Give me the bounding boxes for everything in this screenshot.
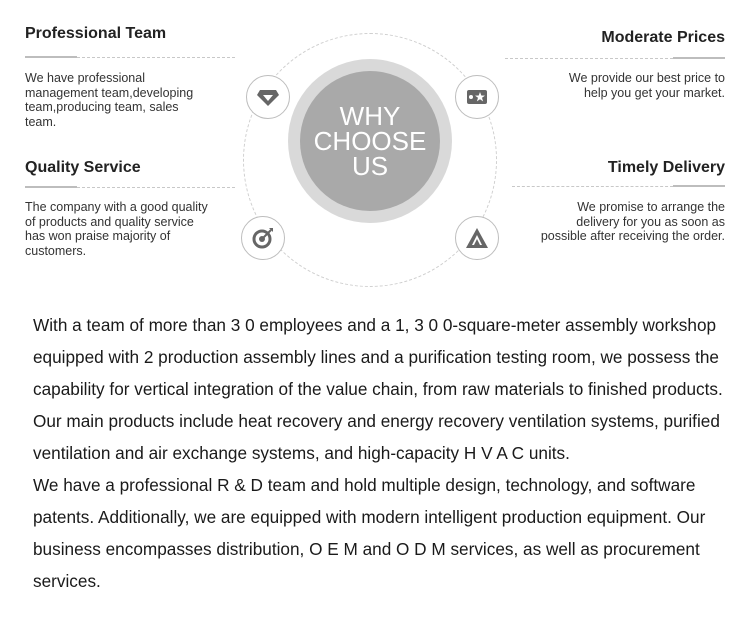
professional-team-description	[25, 71, 240, 129]
moderate-prices-divider	[505, 58, 673, 59]
desc-line: possible after receiving the order.	[540, 229, 725, 243]
desc-line: We have professional	[25, 71, 145, 85]
timely-delivery-title: Timely Delivery	[607, 159, 725, 176]
desc-line: has won praise majority of	[25, 229, 171, 243]
timely-delivery-underline	[673, 185, 725, 187]
why-choose-us-circle	[288, 59, 452, 223]
professional-team-title: Professional Team	[25, 25, 167, 42]
desc-line: We provide our best price to	[568, 71, 725, 85]
desc-line: of products and quality service	[25, 214, 194, 229]
center-line-2: CHOOSE	[313, 125, 427, 156]
desc-line: We promise to arrange the	[577, 200, 725, 214]
desc-line: delivery for you as soon as	[576, 214, 725, 229]
professional-team-underline	[25, 56, 77, 58]
desc-line: help you get your market.	[583, 85, 725, 100]
moderate-prices-underline	[673, 57, 725, 59]
quality-service-underline	[25, 186, 77, 188]
diamond-icon	[246, 75, 290, 119]
description-paragraph-2: We have a professional R & D team and hold multiple design, technology, and software patents. Additionally, we are equipped with modern intelligent production equipment. Our business encompasses distribution, O E M and O D M services, as well as procurement services.	[33, 475, 706, 591]
professional-team-divider	[77, 57, 235, 58]
price-tag-icon	[455, 75, 499, 119]
quality-service-title: Quality Service	[25, 159, 141, 176]
description-paragraph-1: With a team of more than 3 0 employees and a 1, 3 0 0-square-meter assembly workshop equipped with 2 production assembly lines and a purification testing room, we possess the capability for vertical integration of the value chain, from raw materials to finished products. Our main products include heat recovery and energy recovery ventilation systems, purified ventilation and air exchange systems, and high-capacity H V A C units.	[33, 315, 723, 463]
desc-line: team,producing team, sales	[25, 100, 179, 114]
moderate-prices-title: Moderate Prices	[601, 29, 725, 46]
target-icon	[241, 216, 285, 260]
why-choose-us-label	[300, 71, 440, 211]
desc-line: team.	[25, 114, 57, 129]
center-line-3: US	[351, 150, 389, 181]
timely-delivery-description	[495, 200, 725, 244]
timely-delivery-divider	[512, 186, 673, 187]
moderate-prices-description	[510, 71, 725, 100]
mountain-icon	[455, 216, 499, 260]
company-description	[33, 309, 723, 597]
quality-service-description	[25, 200, 240, 258]
desc-line: The company with a good quality	[25, 200, 208, 214]
quality-service-divider	[77, 187, 235, 188]
desc-line: management team,developing	[25, 85, 194, 100]
center-line-1: WHY	[339, 100, 401, 131]
desc-line: customers.	[25, 243, 87, 258]
